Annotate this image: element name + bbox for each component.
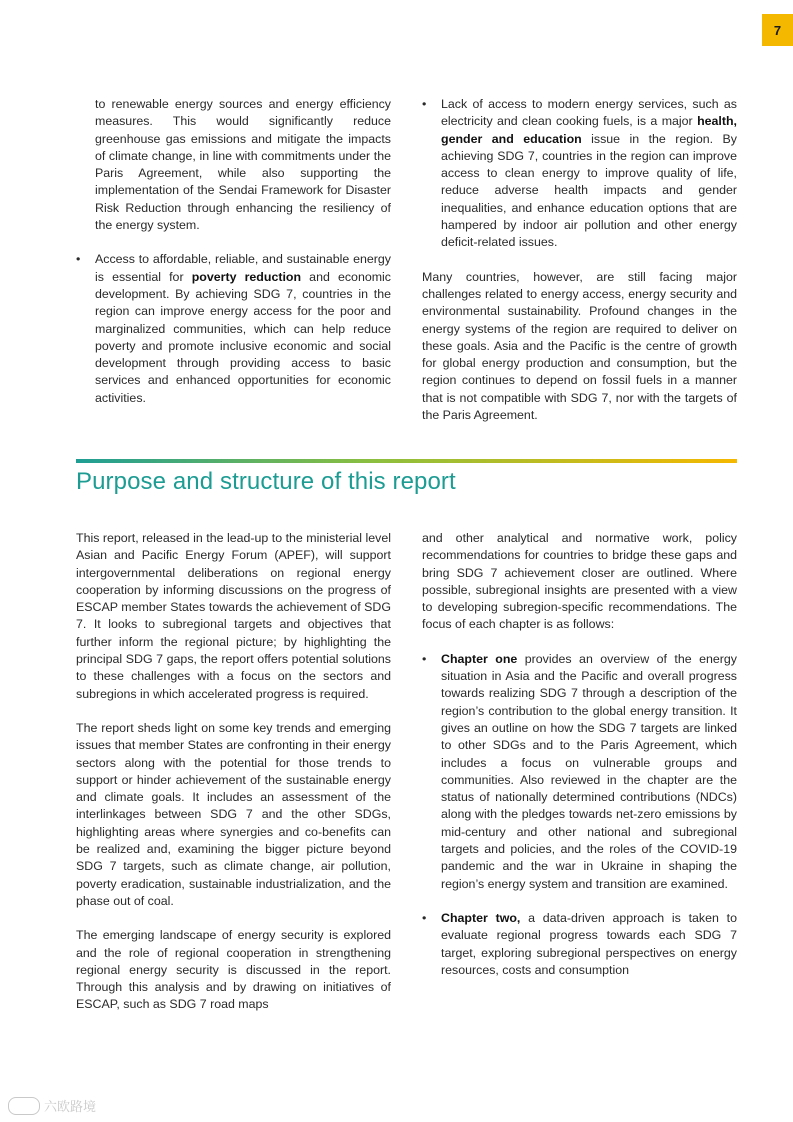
- bullet-health-gender-education: • Lack of access to modern energy services, such as electricity and clean cooking fuels, is a major health, gender and education issue in the region. By achieving SDG 7, countries in the region can improve access to clean energy to improve quality of life, reduce adverse health impacts and gender inequalities, and enhance education options that are hampered by indoor air pollution and other energy deficit-related issues.: [422, 96, 737, 252]
- bold-chapter-one: Chapter one: [441, 651, 518, 666]
- bullet-renewable-continuation: to renewable energy sources and energy efficiency measures. This would significantly reduce greenhouse gas emissions and mitigate the impacts of climate change, in line with commitments under the Paris Agreement, while also supporting the implementation of the Sendai Framework for Disaster Risk Reduction through enhancing the resiliency of the energy system.: [95, 97, 391, 233]
- watermark-logo-icon: [8, 1097, 40, 1115]
- report-intro-paragraph: This report, released in the lead-up to the ministerial level Asian and Pacific Energy Forum (APEF), will support intergovernmental deliberations on regional energy cooperation by informing discussions on the progress of ESCAP member States towards the achievement of SDG 7. It looks to subregional targets and objectives that further inform the regional picture; by highlighting the principal SDG 7 gaps, the report offers potential solutions to these challenges with a focus on the sectors and subregions in which accelerated progress is required.: [76, 531, 391, 701]
- bottom-right-column: [422, 530, 737, 996]
- section-title: Purpose and structure of this report: [76, 468, 456, 495]
- bullet-poverty-reduction: • Access to affordable, reliable, and sustainable energy is essential for poverty reduction and economic development. By achieving SDG 7, countries in the region can improve energy access for the poor and marginalized communities, which can help reduce poverty and promote inclusive economic and social development through providing access to basic services and enhanced opportunities for economic activities.: [76, 251, 391, 407]
- trends-paragraph: The report sheds light on some key trends and emerging issues that member States are confronting in their energy sectors along with the potential for those trends to support or hinder achievement of the sustainable energy and climate goals. It includes an assessment of the interlinkages between SDG 7 and the other SDGs, highlighting areas where synergies and co-benefits can be realized and, examining the bigger picture beyond SDG 7 targets, such as climate change, air pollution, poverty eradication, sustainable industrialization, and the phase out of coal.: [76, 720, 391, 908]
- recommendations-paragraph: and other analytical and normative work, policy recommendations for countries to bridge these gaps and bring SDG 7 achievement closer are outlined. Where possible, subregional insights are presented with a view to developing subregion-specific recommendations. The focus of each chapter is as follows:: [422, 531, 737, 632]
- bullet-chapter-one: • Chapter one provides an overview of the energy situation in Asia and the Pacific and overall progress towards realizing SDG 7 through a description of the region’s contribution to the global energy transition. It gives an outline on how the SDG 7 targets are linked to other SDGs and to the Paris Agreement, which includes a focus on vulnerable groups and communities. Also reviewed in the chapter are the status of nationally determined contributions (NDCs) along with the pledges towards net-zero emissions by mid-century and other national and subregional targets and policies, and the roles of the COVID-19 pandemic and the war in Ukraine in shaping the region’s energy system and transition are examined.: [422, 651, 737, 893]
- bottom-left-column: [76, 530, 391, 1031]
- bold-health-gender-education: health, gender and education: [441, 114, 737, 146]
- bullet-chapter-two: • Chapter two, a data-driven approach is taken to evaluate regional progress towards each SDG 7 target, exploring subregional perspectives on energy resources, costs and consumption: [422, 910, 737, 979]
- page-number-badge: [762, 14, 793, 46]
- watermark-text: 六欧路境: [44, 1099, 97, 1114]
- page-number: 7: [773, 22, 782, 38]
- bold-chapter-two: Chapter two,: [441, 910, 521, 925]
- challenges-paragraph: Many countries, however, are still facing major challenges related to energy access, energy security and environmental sustainability. Profound changes in the energy systems of the region are required to deliver on these goals. Asia and the Pacific is the centre of growth for global energy production and consumption, but the region continues to depend on fossil fuels in a manner that is not compatible with SDG 7, nor with the targets of the Paris Agreement.: [422, 269, 737, 423]
- top-left-column: [76, 96, 391, 424]
- top-right-column: [422, 96, 737, 441]
- bold-poverty-reduction: poverty reduction: [191, 269, 302, 284]
- watermark: [8, 1096, 96, 1115]
- energy-security-paragraph: The emerging landscape of energy security is explored and the role of regional cooperation in strengthening regional energy security is discussed in the report. Through this analysis and by drawing on initiatives of ESCAP, such as SDG 7 road maps: [76, 928, 391, 1012]
- section-divider: [76, 459, 737, 463]
